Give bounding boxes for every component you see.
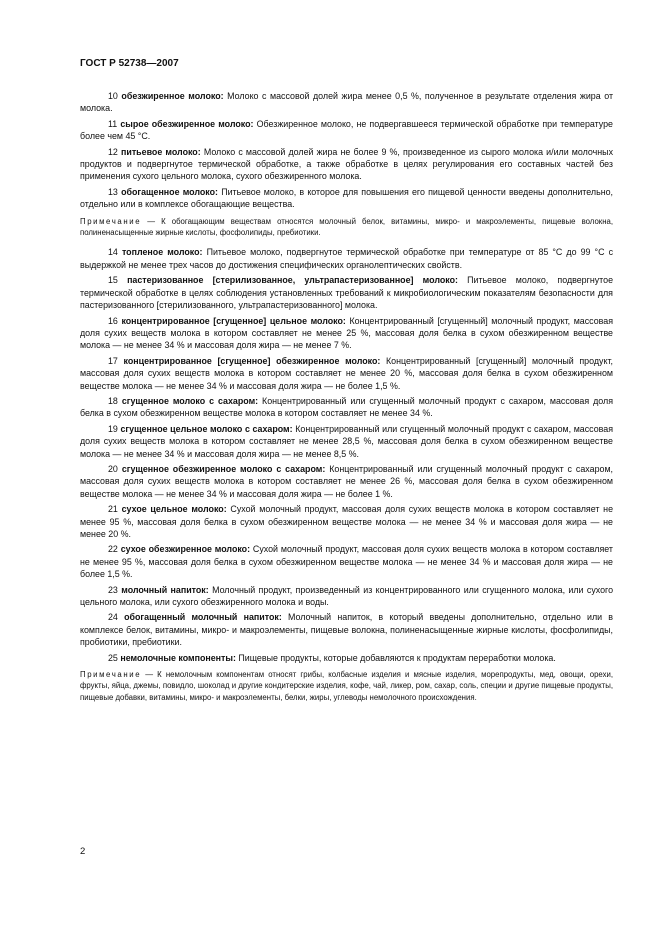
entry-term: обезжиренное молоко: <box>121 91 224 101</box>
definition-entry <box>80 90 613 115</box>
definition-entry <box>80 395 613 420</box>
entry-text: Концентрированный [сгущенный] молочный продукт, массовая доля сухих веществ молока в котором составляет не менее 20 %, массовая доля белка в сухом обезжиренном веществе молока — не менее 34 % и массовая доля жира — не более 1,5 %. <box>80 355 613 391</box>
definition-entry <box>80 246 613 271</box>
entry-term: пастеризованное [стерилизованное, ультрапастеризованное] молоко: <box>127 275 458 286</box>
entry-text: Концентрированный или сгущенный молочный продукт с сахаром, массовая доля сухих веществ молока в котором составляет не менее 26 %, массовая доля белка в сухом обезжиренном веществе молока — не менее 34 % и массовая доля жира — не более 1 %. <box>80 463 614 499</box>
entry-text: Сухой молочный продукт, массовая доля сухих веществ молока в котором составляет не менее 95 %, массовая доля белка в сухом обезжиренном веществе молока — не менее 34 % и массовая доля жира — не более 1,5 %. <box>80 544 613 580</box>
entry-number: 12 <box>108 146 118 157</box>
definition-entry <box>80 611 613 648</box>
page-number: 2 <box>80 846 86 857</box>
entry-number: 13 <box>108 186 118 197</box>
entry-term: топленое молоко: <box>121 247 203 258</box>
entry-text: Молоко с массовой долей жира менее 0,5 %, полученное в результате отделения жира от молока. <box>80 91 614 114</box>
entry-text: Концентрированный или сгущенный молочный продукт с сахаром, массовая доля сухих веществ молока в котором составляет не менее 28,5 %, массовая доля белка в сухом обезжиренном веществе молока — не менее 34 % и массовая доля жира — не менее 8,5 %. <box>80 423 614 459</box>
entry-number: 14 <box>108 247 118 258</box>
definition-entry <box>80 274 613 311</box>
definition-entry <box>80 463 613 500</box>
note <box>80 669 613 703</box>
entry-term: питьевое молоко: <box>121 146 201 157</box>
entry-text: Концентрированный или сгущенный молочный продукт с сахаром, массовая доля белка в сухом обезжиренном веществе молока в котором составляет не менее 34 %. <box>80 395 614 419</box>
entry-number: 24 <box>108 612 118 623</box>
entry-number: 22 <box>108 544 118 555</box>
entry-number: 11 <box>108 118 118 129</box>
entry-term: обогащенный молочный напиток: <box>124 612 282 623</box>
entry-text: Питьевое молоко, в которое для повышения его пищевой ценности введены дополнительно, отдельно или в комплексе обогащающие вещества. <box>80 186 614 210</box>
note-text: — К немолочным компонентам относят грибы, колбасные изделия и мясные изделия, морепродукты, мед, овощи, орехи, фрукты, яйца, джемы, повидло, шоколад и другие кондитерские изделия, кофе, чай, ликер, ром, сахар, соль, специи и другие пищевые продукты, пищевые добавки, витамины, микро- и макроэлементы, белки, жиры, углеводы немолочного происхождения. <box>80 670 613 702</box>
document-header: ГОСТ Р 52738—2007 <box>80 58 179 69</box>
definition-entry <box>80 423 613 460</box>
entry-term: сухое цельное молоко: <box>121 504 227 515</box>
entry-term: немолочные компоненты: <box>120 652 236 663</box>
entry-term: концентрированное [сгущенное] обезжиренное молоко: <box>123 355 381 366</box>
note-label: Примечание <box>80 216 142 226</box>
entry-term: сгущенное молоко с сахаром: <box>121 395 259 406</box>
definition-entry <box>80 118 613 143</box>
entry-text: Пищевые продукты, которые добавляются к продуктам переработки молока. <box>238 652 556 663</box>
entry-term: молочный напиток: <box>121 584 209 595</box>
entry-term: сгущенное цельное молоко с сахаром: <box>120 423 293 434</box>
entry-number: 17 <box>108 355 118 366</box>
entry-text: Молочный напиток, в который введены дополнительно, отдельно или в комплексе белок, витамины, микро- и макроэлементы, пищевые волокна, полиненасыщенные жирные кислоты, фосфолипиды, пробиотики, пребиотики. <box>80 612 614 648</box>
definition-entry <box>80 652 613 664</box>
entry-number: 16 <box>108 315 118 326</box>
definition-entry <box>80 146 613 183</box>
entry-term: концентрированное [сгущенное] цельное молоко: <box>121 315 346 326</box>
entry-term: сухое обезжиренное молоко: <box>120 544 251 555</box>
note-label: Примечание <box>80 670 142 680</box>
definition-entry <box>80 186 613 211</box>
entry-text: Молочный продукт, произведенный из концентрированного или сгущенного молока, или сухого цельного молока, или сухого обезжиренного молока и воды. <box>80 584 614 608</box>
entry-number: 19 <box>108 423 118 434</box>
entry-term: обогащенное молоко: <box>121 186 218 197</box>
entry-text: Питьевое молоко, подвергнутое термической обработке в целях соблюдения установленных требований к микробиологическим показателям безопасности для пастеризованного [стерилизованного, ультрапастеризованного] молока. <box>80 275 614 311</box>
entry-text: Питьевое молоко, подвергнутое термической обработке при температуре от 85 °С до 99 °С с выдержкой не менее трех часов до достижения специфических органолептических свойств. <box>80 247 614 270</box>
document-body <box>80 90 613 711</box>
definition-entry <box>80 315 613 352</box>
entry-number: 15 <box>108 275 118 286</box>
entry-text: Обезжиренное молоко, не подвергавшееся термической обработке при температуре более чем 45 °С. <box>80 118 613 142</box>
definition-entry <box>80 584 613 609</box>
entry-text: Сухой молочный продукт, массовая доля сухих веществ молока в котором составляет не менее 95 %, массовая доля белка в сухом обезжиренном веществе молока — не менее 34 % и массовая доля жира — не менее 20 %. <box>80 504 614 539</box>
note <box>80 216 613 239</box>
definition-entry <box>80 543 613 580</box>
definition-entry <box>80 355 613 392</box>
entry-number: 21 <box>108 504 118 515</box>
definition-entry <box>80 503 613 540</box>
entry-number: 10 <box>108 91 118 101</box>
entry-term: сырое обезжиренное молоко: <box>120 118 254 129</box>
note-text: — К обогащающим веществам относятся молочный белок, витамины, микро- и макроэлементы, пищевые волокна, полиненасыщенные жирные кислоты, фосфолипиды, пребиотики. <box>80 216 613 238</box>
entry-number: 25 <box>108 652 118 663</box>
entry-number: 23 <box>108 584 118 595</box>
entry-text: Концентрированный [сгущенный] молочный продукт, массовая доля сухих веществ молока в котором составляет не менее 25 %, массовая доля белка в сухом обезжиренном веществе молока — не менее 34 % и массовая доля жира — не менее 7 %. <box>80 315 613 351</box>
entry-term: сгущенное обезжиренное молоко с сахаром: <box>121 463 326 474</box>
entry-number: 18 <box>108 395 118 406</box>
entry-number: 20 <box>108 463 118 474</box>
entry-text: Молоко с массовой долей жира не более 9 %, произведенное из сырого молока и/или молочных продуктов и подвергнутое термической обработке, а также обработке в целях регулирования его составных частей без применения сухого цельного молока, сухого обезжиренного молока. <box>80 146 614 182</box>
